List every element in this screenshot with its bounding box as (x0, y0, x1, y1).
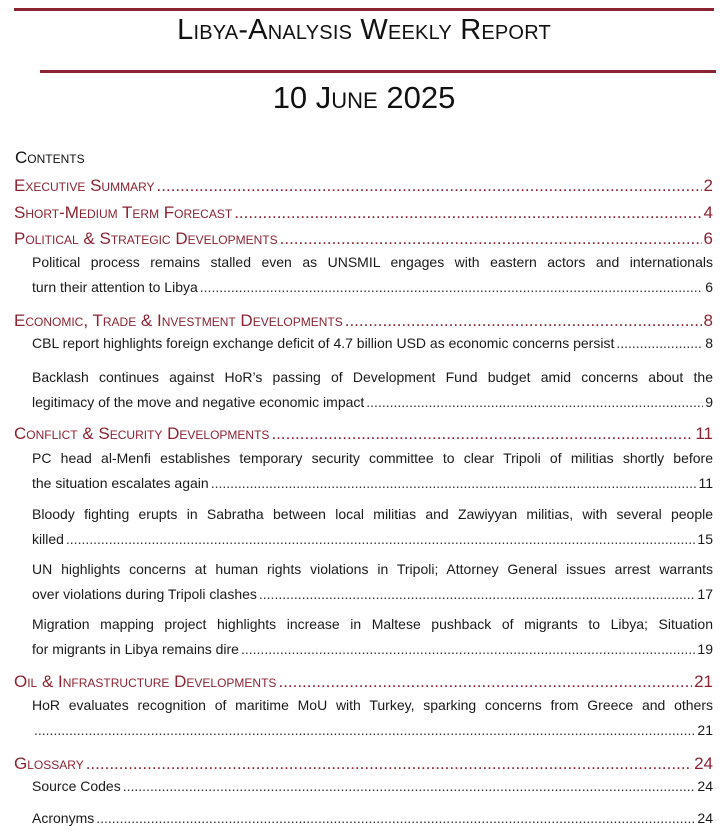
toc-page-number: 11 (698, 475, 713, 491)
toc-sub-line1: PC head al-Menfi establishes temporary security committee to clear Tripoli of militias shortly before (32, 450, 713, 466)
toc-subentry[interactable] (32, 693, 713, 743)
toc-page-number: 9 (705, 394, 713, 410)
dot-leader (200, 275, 703, 300)
toc-sub-label: CBL report highlights foreign exchange deficit of 4.7 billion USD as economic concerns persist (32, 335, 615, 351)
dot-leader (616, 335, 703, 351)
toc-subentry[interactable] (32, 335, 713, 351)
toc-sub-line1: Political process remains stalled even as UNSMIL engages with eastern actors and internationals (32, 254, 713, 270)
report-date: 10 June 2025 (272, 80, 456, 115)
toc-executive-summary[interactable] (14, 176, 713, 196)
toc-page-number: 11 (695, 424, 713, 443)
top-rule (14, 8, 714, 11)
toc-page-number: 8 (705, 335, 713, 351)
toc-political[interactable] (14, 229, 713, 249)
toc-sub-line2: killed (32, 531, 64, 547)
toc-economic[interactable] (14, 311, 713, 331)
toc-page-number: 15 (697, 531, 713, 547)
toc-label: Political & Strategic Developments (14, 229, 278, 248)
toc-page-number: 21 (694, 672, 713, 691)
toc-label: Conflict & Security Developments (14, 424, 270, 443)
toc-subentry[interactable] (32, 446, 713, 496)
dot-leader (345, 311, 702, 331)
dot-leader (271, 424, 693, 444)
toc-page-number: 24 (697, 778, 713, 794)
toc-subentry[interactable] (32, 502, 713, 552)
toc-sub-line2: turn their attention to Libya (32, 279, 198, 295)
contents-heading: Contents (15, 148, 85, 167)
toc-acronyms[interactable] (32, 810, 713, 826)
toc-page-number: 2 (703, 176, 713, 195)
toc-source-codes[interactable] (32, 778, 713, 794)
dot-leader (86, 754, 692, 774)
toc-sub-label: Source Codes (32, 778, 121, 794)
toc-page-number: 24 (697, 810, 713, 826)
toc-label: Executive Summary (14, 176, 155, 195)
toc-sub-line1: Backlash continues against HoR’s passing of Development Fund budget amid concerns about the (32, 369, 713, 385)
toc-sub-line2: for migrants in Libya remains dire (32, 641, 239, 657)
toc-subentry[interactable] (32, 557, 713, 607)
toc-page-number: 24 (694, 754, 713, 773)
dot-leader (280, 229, 702, 249)
toc-conflict[interactable] (14, 424, 713, 444)
dot-leader (66, 527, 696, 552)
toc-forecast[interactable] (14, 203, 713, 223)
toc-subentry[interactable] (32, 250, 713, 300)
dot-leader (123, 778, 696, 794)
report-title: Libya-Analysis Weekly Report (177, 14, 551, 46)
toc-subentry[interactable] (32, 612, 713, 662)
dot-leader (34, 718, 695, 743)
toc-sub-line1: Bloody fighting erupts in Sabratha between local militias and Zawiyyan militias, with several people (32, 506, 713, 522)
dot-leader (96, 810, 695, 826)
toc-sub-line1: UN highlights concerns at human rights violations in Tripoli; Attorney General issues arrest warrants (32, 561, 713, 577)
toc-sub-line2: over violations during Tripoli clashes (32, 586, 257, 602)
toc-label: Glossary (14, 754, 84, 773)
dot-leader (259, 582, 696, 607)
dot-leader (157, 176, 702, 196)
dot-leader (211, 471, 697, 496)
toc-sub-line2: the situation escalates again (32, 475, 209, 491)
toc-label: Short-Medium Term Forecast (14, 203, 233, 222)
toc-glossary[interactable] (14, 754, 713, 774)
toc-page-number: 6 (705, 279, 713, 295)
toc-label: Economic, Trade & Investment Developments (14, 311, 343, 330)
toc-sub-label: Acronyms (32, 810, 95, 826)
toc-page-number: 17 (697, 586, 713, 602)
dot-leader (241, 637, 695, 662)
toc-oil[interactable] (14, 672, 713, 692)
toc-subentry[interactable] (32, 365, 713, 415)
title-rule (40, 70, 716, 73)
toc-label: Oil & Infrastructure Developments (14, 672, 277, 691)
toc-sub-line2: legitimacy of the move and negative economic impact (32, 394, 365, 410)
toc-page-number: 8 (703, 311, 713, 330)
toc-page-number: 21 (697, 722, 713, 738)
toc-page-number: 19 (697, 641, 713, 657)
toc-page-number: 4 (703, 203, 713, 222)
dot-leader (234, 203, 701, 223)
toc-sub-line1: HoR evaluates recognition of maritime MoU with Turkey, sparking concerns from Greece and others (32, 697, 713, 713)
dot-leader (278, 672, 692, 692)
toc-page-number: 6 (703, 229, 713, 248)
dot-leader (366, 390, 703, 415)
toc-sub-line1: Migration mapping project highlights increase in Maltese pushback of migrants to Libya; Situation (32, 616, 713, 632)
